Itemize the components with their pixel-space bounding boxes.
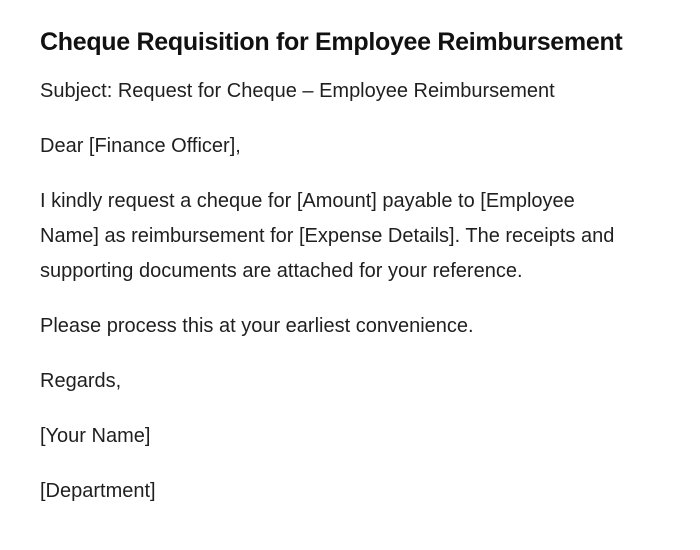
regards-line: Regards,: [40, 370, 122, 392]
signer-name: [Your Name]: [40, 425, 151, 447]
subject-line: Subject: Request for Cheque – Employee Reimbursement: [40, 80, 555, 102]
signer-department: [Department]: [40, 480, 156, 502]
salutation: Dear [Finance Officer],: [40, 135, 241, 157]
closing-request: Please process this at your earliest convenience.: [40, 315, 474, 337]
body-paragraph: I kindly request a cheque for [Amount] payable to [Employee Name] as reimbursement for [Expense Details]. The receipts and supporting documents are attached for your reference.: [40, 190, 615, 282]
document-title: Cheque Requisition for Employee Reimbursement: [40, 28, 623, 56]
